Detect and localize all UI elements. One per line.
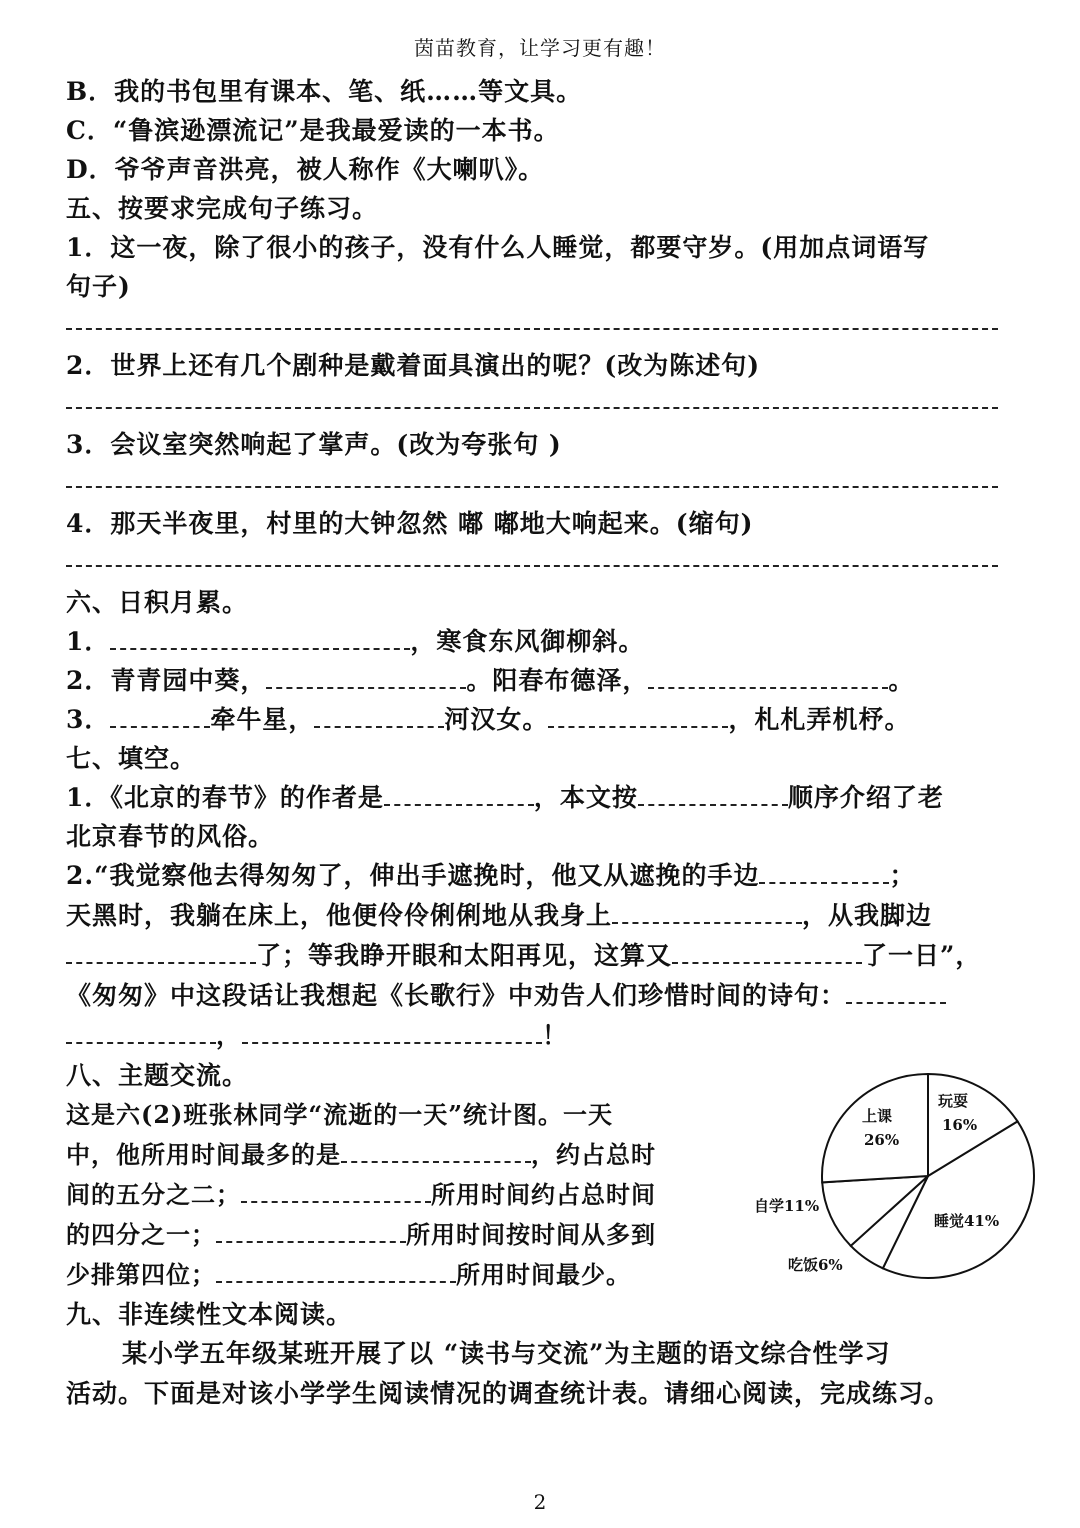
- s7-q1-b: ，本文按: [533, 783, 638, 812]
- s9-para-line1: 某小学五年级某班开展了以 “读书与交流”为主题的语文综合性学习: [122, 1339, 891, 1368]
- s6-q3-blank-3[interactable]: [548, 704, 728, 728]
- option-d: D．爷爷声音洪亮，被人称作《大喇叭》。: [66, 155, 545, 184]
- s6-q1-blank[interactable]: [110, 626, 410, 650]
- pie-slice-3: [822, 1074, 928, 1182]
- s7-q2-blank-7[interactable]: [242, 1020, 542, 1044]
- s7-q2-a: 2.“我觉察他去得匆匆了，伸出手遮挽时，他又从遮挽的手边: [66, 861, 760, 890]
- s7-q2-line2: [66, 896, 1016, 936]
- s8-l5a: 少排第四位；: [66, 1260, 216, 1289]
- s5-q1-answer-line[interactable]: [66, 306, 1016, 346]
- s5-q3-answer-line[interactable]: [66, 464, 1016, 504]
- s8-l4a: 的四分之一；: [66, 1220, 216, 1249]
- s7-q2-b: ；: [889, 861, 916, 890]
- s8-blank-2[interactable]: [241, 1179, 431, 1203]
- s7-q2-line5: [66, 1016, 1016, 1056]
- s6-q1-prefix: 1．: [66, 627, 111, 656]
- s6-q2: [66, 661, 1016, 700]
- s6-q2-mid: 。阳春布德泽，: [466, 666, 649, 695]
- pie-slices: [822, 1074, 1034, 1278]
- s8-l3a: 间的五分之二；: [66, 1180, 241, 1209]
- s8-blank-3[interactable]: [216, 1219, 406, 1243]
- s8-line1: 这是六(2)班张林同学“流逝的一天”统计图。一天: [66, 1100, 614, 1129]
- label-sleep: 睡觉41%: [934, 1212, 1000, 1230]
- s7-q2-line4: [66, 976, 1016, 1016]
- s7-q2-i: ！: [542, 1021, 569, 1050]
- s7-q2-line1: [66, 856, 1016, 896]
- s7-q2-c: 天黑时，我躺在床上，他便伶伶俐俐地从我身上: [66, 901, 613, 930]
- s8-l2a: 中，他所用时间最多的是: [66, 1140, 341, 1169]
- s6-q3-c: ，札札弄机杼。: [728, 705, 911, 734]
- s7-q2-d: ，从我脚边: [802, 901, 933, 930]
- s6-q1-suffix: ，寒食东风御柳斜。: [410, 627, 645, 656]
- s7-q2-blank-4[interactable]: [672, 940, 862, 964]
- s5-q1-line1: 1．这一夜，除了很小的孩子，没有什么人睡觉，都要守岁。(用加点词语写: [66, 233, 930, 262]
- section9-title: 九、非连续性文本阅读。: [66, 1300, 353, 1329]
- s7-q2-blank-3[interactable]: [66, 940, 256, 964]
- label-study: 自学11%: [754, 1197, 820, 1215]
- s8-l3b: 所用时间约占总时间: [431, 1180, 656, 1209]
- s8-l2b: ，约占总时: [531, 1140, 656, 1169]
- option-b: B．我的书包里有课本、笔、纸……等文具。: [66, 77, 583, 106]
- label-class-value: 26%: [864, 1131, 900, 1149]
- section8-title: 八、主题交流。: [66, 1061, 249, 1090]
- s6-q2-blank-2[interactable]: [648, 665, 888, 689]
- s7-q1-line1: [66, 778, 1016, 817]
- s6-q3-blank-1[interactable]: [110, 704, 210, 728]
- s8-l4b: 所用时间按时间从多到: [406, 1220, 656, 1249]
- section6-title: 六、日积月累。: [66, 588, 249, 617]
- s7-q2-blank-1[interactable]: [759, 860, 889, 884]
- s6-q1: [66, 622, 1016, 661]
- s5-q1-line2: 句子): [66, 272, 131, 301]
- s7-q2-e: 了；等我睁开眼和太阳再见，这算又: [256, 941, 673, 970]
- time-pie-chart: [748, 1066, 1048, 1286]
- s6-q3: [66, 700, 1016, 739]
- label-play-value: 16%: [942, 1116, 978, 1134]
- s7-q2-g: 《匆匆》中这段话让我想起《长歌行》中劝告人们珍惜时间的诗句：: [66, 981, 847, 1010]
- s6-q2-prefix: 2．青青园中葵，: [66, 666, 267, 695]
- page-header: 茵苗教育，让学习更有趣！: [414, 36, 666, 60]
- s7-q2-blank-6[interactable]: [66, 1020, 216, 1044]
- s7-q2-blank-2[interactable]: [612, 900, 802, 924]
- label-class-name: 上课: [862, 1107, 893, 1125]
- s6-q3-a: 牵牛星，: [210, 705, 315, 734]
- s6-q2-suffix: 。: [888, 666, 915, 695]
- s7-q2-h: ，: [216, 1021, 243, 1050]
- s7-q1-blank-1[interactable]: [384, 782, 534, 806]
- section5-title: 五、按要求完成句子练习。: [66, 194, 379, 223]
- s7-q1-blank-2[interactable]: [638, 782, 788, 806]
- s8-blank-1[interactable]: [341, 1139, 531, 1163]
- s8-line2: [66, 1135, 726, 1175]
- page-number: 2: [533, 1490, 547, 1514]
- section8-text: [66, 1095, 726, 1295]
- s7-q1-line2: 北京春节的风俗。: [66, 822, 275, 851]
- s8-line4: [66, 1215, 726, 1255]
- s8-blank-4[interactable]: [216, 1259, 456, 1283]
- s9-para-line2: 活动。下面是对该小学学生阅读情况的调查统计表。请细心阅读，完成练习。: [66, 1379, 951, 1408]
- s6-q3-b: 河汉女。: [444, 705, 549, 734]
- s6-q3-blank-2[interactable]: [314, 704, 444, 728]
- option-c: C．“鲁滨逊漂流记”是我最爱读的一本书。: [66, 116, 560, 145]
- s7-q2-f: 了一日”，: [862, 941, 982, 970]
- section7-title: 七、填空。: [66, 744, 197, 773]
- s6-q3-prefix: 3．: [66, 705, 111, 734]
- label-eat: 吃饭6%: [788, 1256, 843, 1274]
- s5-q4-answer-line[interactable]: [66, 543, 1016, 583]
- s7-q1-c: 顺序介绍了老: [787, 783, 944, 812]
- label-play-name: 玩耍: [938, 1092, 969, 1110]
- s6-q2-blank-1[interactable]: [266, 665, 466, 689]
- s8-line5: [66, 1255, 726, 1295]
- s7-q2-line3: [66, 936, 1016, 976]
- s8-line3: [66, 1175, 726, 1215]
- s8-l5b: 所用时间最少。: [456, 1260, 631, 1289]
- s5-q3: 3．会议室突然响起了掌声。(改为夸张句 ): [66, 430, 562, 459]
- s7-q2-blank-5[interactable]: [846, 980, 946, 1004]
- s5-q2-answer-line[interactable]: [66, 385, 1016, 425]
- s5-q4: 4．那天半夜里，村里的大钟忽然 嘟 嘟地大响起来。(缩句): [66, 509, 754, 538]
- s5-q2: 2．世界上还有几个剧种是戴着面具演出的呢？(改为陈述句): [66, 351, 761, 380]
- s7-q1-a: 1．《北京的春节》的作者是: [66, 783, 384, 812]
